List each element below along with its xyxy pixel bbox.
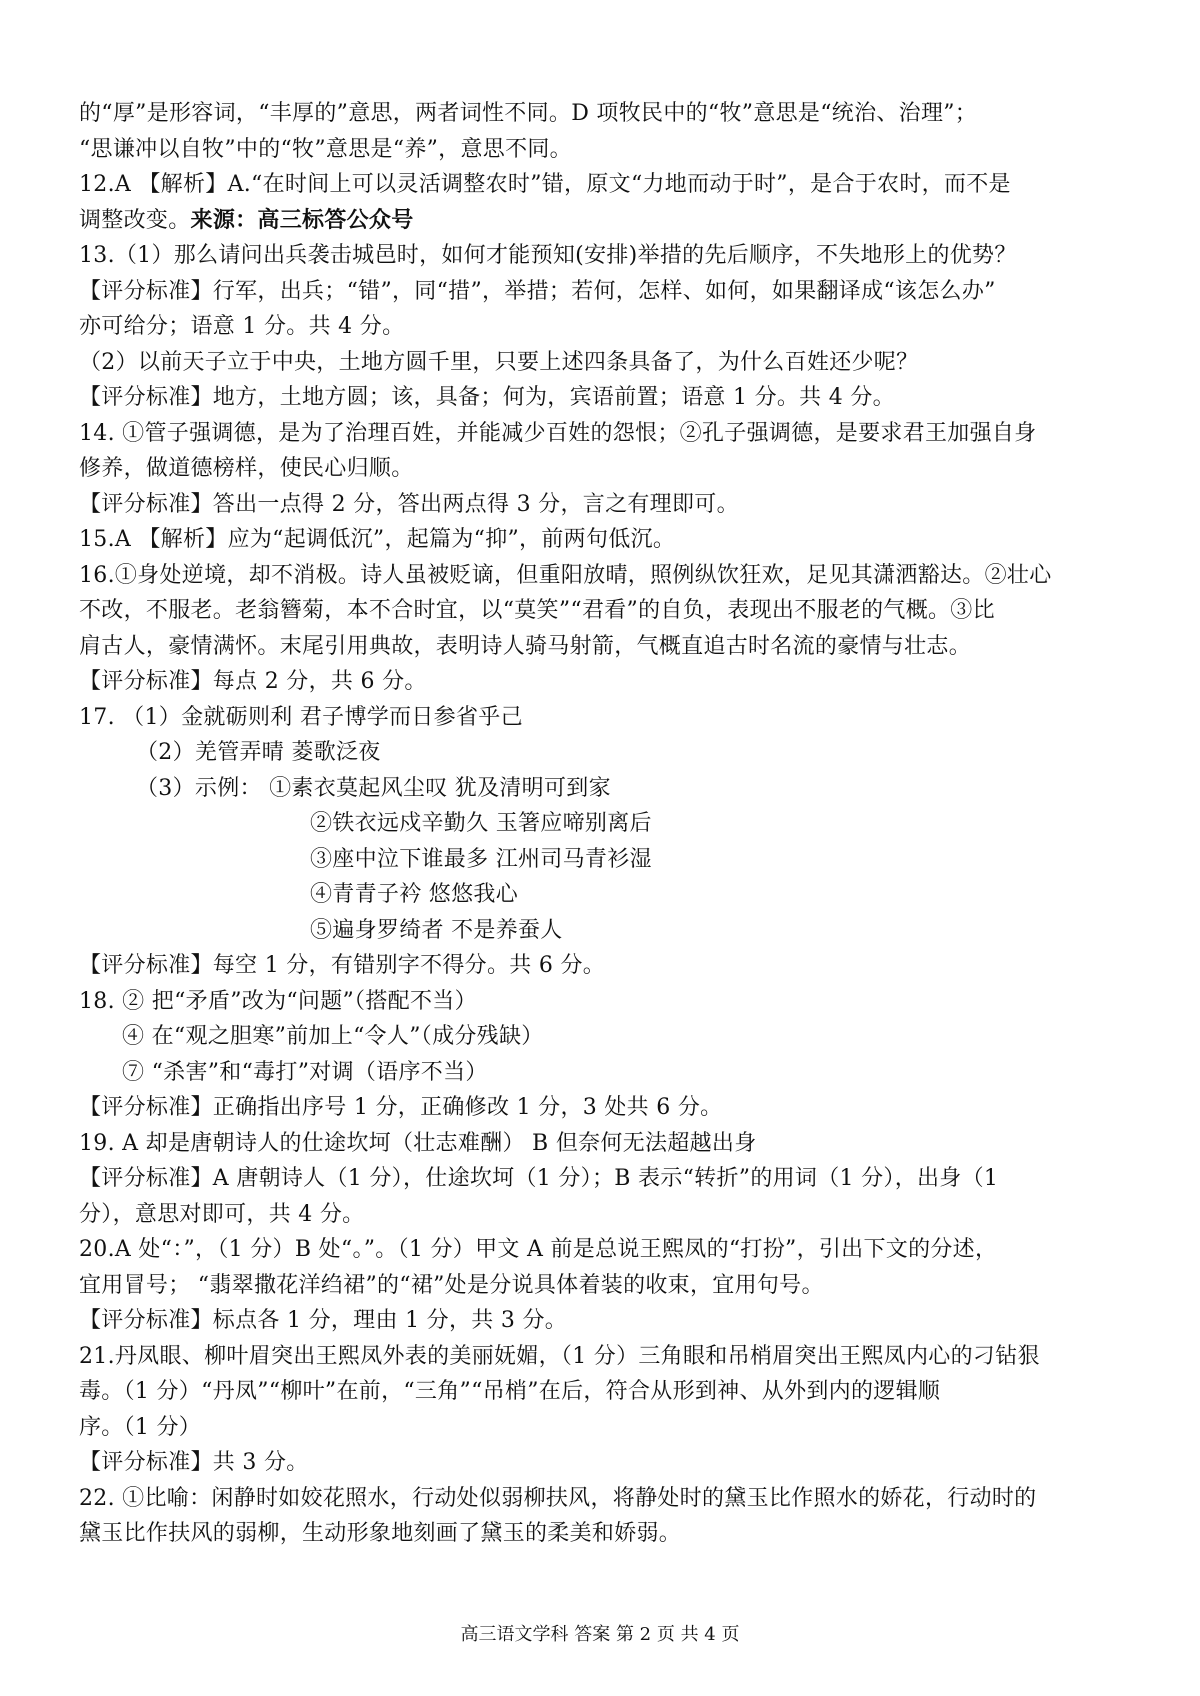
text-line: ⑤遍身罗绮者 不是养蚕人	[310, 917, 563, 943]
text-segment: 调整改变。	[79, 207, 191, 233]
text-line: 16.①身处逆境，却不消极。诗人虽被贬谪，但重阳放晴，照例纵饮狂欢，足见其潇洒豁达。②壮心	[79, 562, 1052, 588]
text-line: 肩古人，豪情满怀。末尾引用典故，表明诗人骑马射箭，气概直追古时名流的豪情与壮志。	[79, 633, 972, 659]
text-line: （3）示例： ①素衣莫起风尘叹 犹及清明可到家	[136, 775, 611, 801]
source-note: 来源：高三标答公众号	[190, 207, 414, 233]
text-line: （2）羌管弄晴 菱歌泛夜	[136, 740, 381, 765]
text-line	[79, 203, 1124, 239]
page-footer: 高三语文学科 答案 第 2 页 共 4 页	[460, 1624, 740, 1645]
text-line: 序。（1 分）	[79, 1414, 202, 1440]
text-line: 22. ①比喻：闲静时如姣花照水，行动处似弱柳扶风，将静处时的黛玉比作照水的娇花，行动时的	[79, 1485, 1037, 1511]
text-line: 修养，做道德榜样，使民心归顺。	[79, 456, 414, 481]
text-line: ③座中泣下谁最多 江州司马青衫湿	[310, 846, 652, 872]
text-line: 13.（1）那么请问出兵袭击城邑时，如何才能预知(安排)举措的先后顺序，不失地形上的优势？	[79, 243, 1017, 268]
text-line: （2）以前天子立于中央，土地方圆千里，只要上述四条具备了，为什么百姓还少呢？	[79, 349, 919, 375]
text-line: 的“厚”是形容词，“丰厚的”意思，两者词性不同。D 项牧民中的“牧”意思是“统治、治理”；	[79, 101, 978, 126]
text-line: 分），意思对即可，共 4 分。	[79, 1201, 365, 1227]
text-line: 15.A 【解析】应为“起调低沉”，起篇为“抑”，前两句低沉。	[79, 527, 676, 552]
text-line: “思谦冲以自牧”中的“牧”意思是“养”，意思不同。	[79, 136, 572, 162]
text-line: ④ 在“观之胆寒”前加上“令人”（成分残缺）	[122, 1024, 544, 1049]
text-line: 【评分标准】标点各 1 分，理由 1 分，共 3 分。	[79, 1308, 568, 1333]
text-line: 【评分标准】共 3 分。	[79, 1450, 309, 1475]
text-line: 【评分标准】正确指出序号 1 分，正确修改 1 分，3 处共 6 分。	[79, 1095, 723, 1120]
text-line: 【评分标准】每点 2 分，共 6 分。	[79, 669, 427, 694]
text-line: 【评分标准】答出一点得 2 分，答出两点得 3 分，言之有理即可。	[79, 491, 739, 517]
text-line: 14. ①管子强调德，是为了治理百姓，并能减少百姓的怨恨；②孔子强调德，是要求君王加强自身	[79, 420, 1037, 446]
text-line: 【评分标准】每空 1 分，有错别字不得分。共 6 分。	[79, 953, 606, 978]
text-line: 12.A 【解析】A.“在时间上可以灵活调整农时”错，原文“力地而动于时”，是合于农时，而不是	[79, 172, 1011, 197]
text-line: 21.丹凤眼、柳叶眉突出王熙凤外表的美丽妩媚，（1 分）三角眼和吊梢眉突出王熙凤内心的刁钻狠	[79, 1343, 1040, 1369]
text-line: 19. A 却是唐朝诗人的仕途坎坷（壮志难酬） B 但奈何无法超越出身	[79, 1130, 757, 1156]
text-line: 【评分标准】A 唐朝诗人（1 分），仕途坎坷（1 分）；B 表示“转折”的用词（1 分），出身（1	[79, 1166, 999, 1191]
text-line: ②铁衣远戍辛勤久 玉箸应啼别离后	[310, 811, 652, 836]
text-line: ④青青子衿 悠悠我心	[310, 882, 518, 907]
text-line: 宜用冒号； “翡翠撒花洋绉裙”的“裙”处是分说具体着装的收束，宜用句号。	[79, 1272, 824, 1298]
text-line: 17. （1）金就砺则利 君子博学而日参省乎己	[79, 704, 523, 730]
text-line: 黛玉比作扶风的弱柳，生动形象地刻画了黛玉的柔美和娇弱。	[79, 1521, 682, 1546]
text-line: ⑦ “杀害”和“毒打”对调（语序不当）	[122, 1059, 488, 1085]
text-line: 亦可给分；语意 1 分。共 4 分。	[79, 314, 405, 339]
text-line: 毒。（1 分）“丹凤”“柳叶”在前，“三角”“吊梢”在后，符合从形到神、从外到内的逻辑顺	[79, 1379, 941, 1404]
text-line: 【评分标准】行军，出兵；“错”，同“措”，举措；若何，怎样、如何，如果翻译成“该怎么办”	[79, 278, 996, 304]
answer-body	[79, 96, 1124, 1552]
text-line: 18. ② 把“矛盾”改为“问题”（搭配不当）	[79, 988, 477, 1014]
text-line: 【评分标准】地方，土地方圆；该，具备；何为，宾语前置；语意 1 分。共 4 分。	[79, 385, 895, 410]
text-line: 20.A 处“：”，（1 分）B 处“。”。（1 分）甲文 A 前是总说王熙凤的“打扮”，引出下文的分述，	[79, 1237, 998, 1262]
text-line: 不改，不服老。老翁簪菊，本不合时宜，以“莫笑”“君看”的自负，表现出不服老的气概。③比	[79, 598, 995, 623]
